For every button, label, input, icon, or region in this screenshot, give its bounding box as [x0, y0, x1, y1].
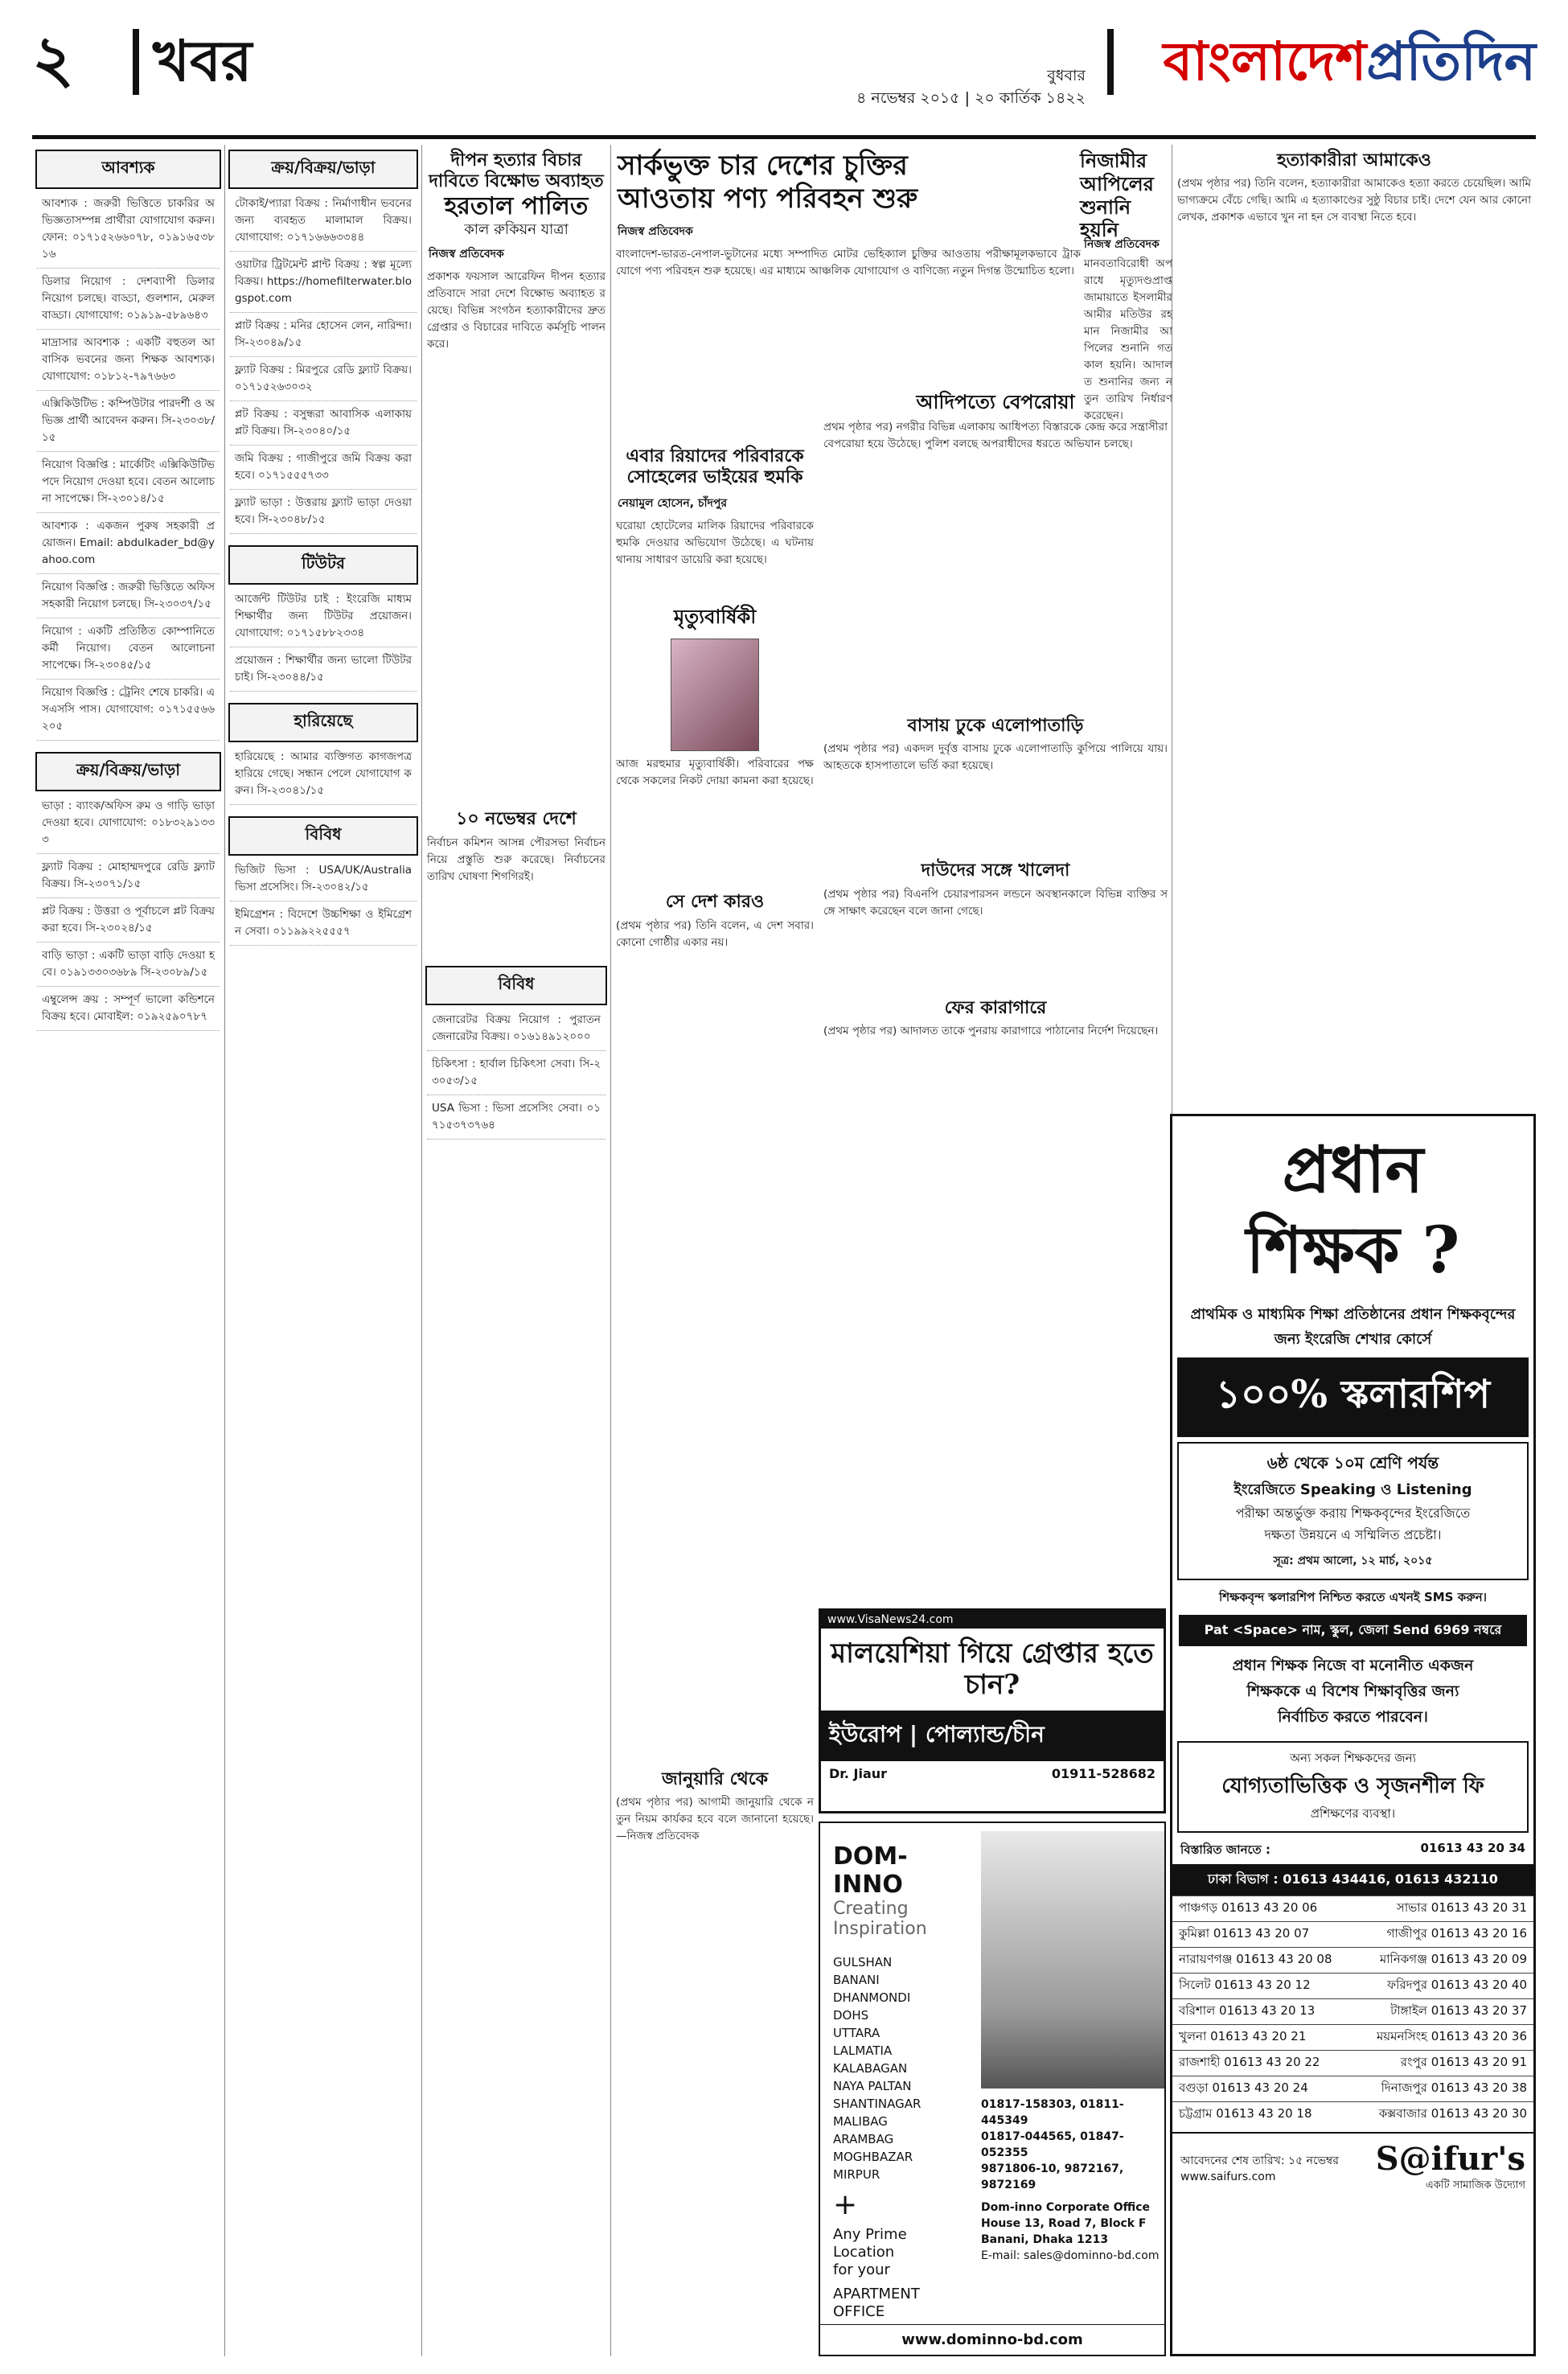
grade-line: ৬ষ্ঠ থেকে ১০ম শ্রেণি পর্যন্ত	[1266, 1453, 1439, 1472]
contact-cell: খুলনা 01613 43 20 21	[1179, 2029, 1307, 2043]
fee-line: যোগ্যতাভিত্তিক ও সৃজনশীল ফি	[1221, 1774, 1484, 1798]
date: ৪ নভেম্বর ২০১৫ | ২০ কার্তিক ১৪২২	[856, 89, 1086, 107]
contact-phone: 01911-528682	[1051, 1766, 1155, 1782]
offer-line: for your	[833, 2261, 890, 2278]
classified-ad: নিয়োগ বিজ্ঞপ্তি : ট্রেনিং শেষে চাকরি। এসএসসি পাস। যোগাযোগ: ০১৭১৫৫৬৬২০৫	[37, 684, 220, 741]
headline-line: নিজামীর আপিলের	[1080, 149, 1154, 195]
classified-ad: ভিজিট ভিসা : USA/UK/Australia ভিসা প্রসেসিং। সি-২৩০৪২/১৫	[230, 862, 417, 902]
classified-ad: ইমিগ্রেশন : বিদেশে উচ্চশিক্ষা ও ইমিগ্রেশন সেবা। ০১১৯৯২২৫৫৫৭	[230, 906, 417, 946]
fee-box	[1177, 1741, 1529, 1833]
contact-cell: পাঞ্চগড় 01613 43 20 06	[1179, 1900, 1318, 1915]
paragraph: মানবতাবিরোধী অপরাধে মৃত্যুদণ্ডপ্রাপ্ত জামায়াতে ইসলামীর আমীর মতিউর রহমান নিজামীর আপিলের শুনানি গতকাল হয়নি। আদালত শুনানির জন্য নতুন তারিখ নির্ধারণ করেছেন।	[1084, 257, 1172, 422]
dhaka-contacts: ঢাকা বিভাগ : 01613 434416, 01613 432110	[1172, 1864, 1533, 1896]
malaysia-ad	[819, 1608, 1166, 1813]
header-rule	[32, 135, 1536, 139]
classified-ad: USA ভিসা : ভিসা প্রসেসিং সেবা। ০১৭১৫৩৭৩৭৬৪	[427, 1100, 605, 1140]
brand-box	[1376, 2140, 1525, 2195]
headline	[422, 145, 610, 243]
byline: নিজস্ব প্রতিবেদক	[1084, 238, 1160, 251]
plus-icon: +	[833, 2188, 858, 2221]
info-box	[1177, 1442, 1529, 1580]
ad-headline: মালয়েশিয়া গিয়ে গ্রেপ্তার হতে চান?	[831, 1637, 1154, 1702]
category-title: টিউটর	[228, 545, 418, 585]
paragraph: (প্রথম পৃষ্ঠার পর) তিনি বলেন, এ দেশ সবার। কোনো গোষ্ঠীর একার নয়।	[616, 918, 814, 949]
contact-cell: কুমিল্লা 01613 43 20 07	[1179, 1926, 1310, 1941]
headline: ১০ নভেম্বর দেশে	[456, 808, 577, 830]
paragraph: ঘরোয়া হোটেলের মালিক রিয়াদের পরিবারকে হুমকি দেওয়ার অভিযোগ উঠেছে। এ ঘটনায় থানায় সাধারণ ডায়েরি করা হয়েছে।	[616, 520, 814, 567]
building-image	[981, 1831, 1164, 2089]
dev-line: দক্ষতা উন্নয়নে এ সম্মিলিত প্রচেষ্টা।	[1264, 1527, 1442, 1542]
category-title: আবশ্যক	[35, 150, 221, 189]
paragraph: (প্রথম পৃষ্ঠার পর) তিনি বলেন, হত্যাকারীরা আমাকেও হত্যা করতে চেয়েছিল। আমি ভাগ্যক্রমে বেঁচে গেছি। আমি এ হত্যাকাণ্ডের সুষ্ঠু বিচার চাই। দেশে যেন আর কোনো লেখক, প্রকাশক এভাবে খুন না হন সে ব্যবস্থা নিতে হবে।	[1177, 177, 1531, 224]
area-item: UTTARA	[833, 2026, 880, 2040]
classifieds-column-2	[225, 145, 422, 2356]
ad-footer	[1172, 2132, 1533, 2201]
contact-cell: মানিকগঞ্জ 01613 43 20 09	[1379, 1952, 1527, 1966]
contact-row	[1172, 2076, 1533, 2101]
category-title: হারিয়েছে	[228, 703, 418, 742]
area-item: NAYA PALTAN	[833, 2079, 912, 2093]
ad-title: প্রধান	[1282, 1132, 1424, 1207]
eligibility-line: প্রধান শিক্ষক নিজে বা মনোনীত একজন	[1232, 1657, 1474, 1674]
article-body	[422, 835, 610, 885]
ad-list	[422, 1012, 610, 1140]
divider	[133, 29, 139, 95]
deadline-box	[1180, 2151, 1339, 2183]
byline: নিজস্ব প্রতিবেদক	[618, 224, 693, 238]
phone-line: 9871806-10, 9872167, 9872169	[981, 2162, 1124, 2191]
headline: বাসায় ঢুকে এলোপাতাড়ি	[907, 714, 1084, 736]
area-item: ARAMBAG	[833, 2132, 894, 2146]
ad-list	[225, 591, 421, 692]
article-body	[611, 518, 819, 569]
classified-ad: আর্জেন্ট টিউটর চাই : ইংরেজি মাধ্যম শিক্ষার্থীর জন্য টিউটর প্রয়োজন। যোগাযোগ: ০১৭১৫৮৮২৩৩৪	[230, 591, 417, 647]
eligibility-line: নির্বাচিত করতে পারবেন।	[1278, 1708, 1428, 1726]
nizami-story	[1080, 150, 1168, 242]
ad-list	[225, 195, 421, 534]
ad-subtitle: প্রাথমিক ও মাধ্যমিক শিক্ষা প্রতিষ্ঠানের প্রধান শিক্ষকবৃন্দের জন্য ইংরেজি শেখার কোর্সে	[1190, 1306, 1516, 1348]
brand-logo	[1164, 21, 1536, 101]
headline-line: এবার রিয়াদের পরিবারকে	[626, 445, 804, 466]
news-column-3	[422, 145, 611, 2356]
day: বুধবার	[1047, 67, 1086, 84]
dom-inno-ad	[819, 1822, 1166, 2356]
classified-ad: প্লাট বিক্রয় : মনির হোসেন লেন, নারিন্দা। সি-২৩০৪৯/১৫	[230, 318, 417, 357]
classified-ad: প্লট বিক্রয় : উত্তরা ও পূর্বাচলে প্লট বিক্রয় করা হবে। সি-২৩০২৪/১৫	[37, 903, 220, 943]
classified-ad: প্লট বিক্রয় : বসুন্ধরা আবাসিক এলাকায় প্লট বিক্রয়। সি-২৩০৪০/১৫	[230, 406, 417, 446]
headline-line: হরতাল পালিত	[444, 191, 589, 220]
phone-line: 01817-158303, 01811-445349	[981, 2098, 1124, 2127]
ad-topline: www.VisaNews24.com	[821, 1611, 1164, 1629]
area-item: SHANTINAGAR	[833, 2097, 922, 2111]
category-title: ক্রয়/বিক্রয়/ভাড়া	[35, 752, 221, 791]
headline: সে দেশ কারও	[665, 891, 765, 913]
obituary-photo	[671, 639, 759, 751]
deadline: আবেদনের শেষ তারিখ: ১৫ নভেম্বর	[1180, 2154, 1339, 2167]
eligibility	[1172, 1649, 1533, 1736]
phone-line: 01817-044565, 01847-052355	[981, 2130, 1124, 2159]
divider	[1107, 29, 1114, 95]
classified-ad: এক্সিকিউটিভ : কম্পিউটার পারদর্শী ও অভিজ্ঞ প্রার্থী আবেদন করুন। সি-২৩০৩৮/১৫	[37, 396, 220, 452]
contact-cell: গাজীপুর 01613 43 20 16	[1386, 1926, 1527, 1941]
category-title: বিবিধ	[425, 966, 607, 1005]
contact-name: Dr. Jiaur	[829, 1766, 888, 1782]
contact-cell: চট্টগ্রাম 01613 43 20 18	[1179, 2106, 1312, 2121]
area-item: DHANMONDI	[833, 1990, 911, 2005]
classified-ad: ভাড়া : ব্যাংক/অফিস রুম ও গাড়ি ভাড়া দেওয়া হবে। যোগাযোগ: ০১৮৩২৯১৩৩৩	[37, 798, 220, 854]
headline-line: শুনানি হয়নি	[1080, 195, 1131, 242]
skills-line: ইংরেজিতে Speaking ও Listening	[1233, 1481, 1472, 1498]
classified-ad: চিকিৎসা : হার্বাল চিকিৎসা সেবা। সি-২৩০৫৩/১৫	[427, 1056, 605, 1095]
offer-line: Location	[833, 2244, 895, 2261]
paragraph: প্রকাশক ফয়সাল আরেফিন দীপন হত্যার প্রতিবাদে সারা দেশে বিক্ষোভ অব্যাহত রয়েছে। বিভিন্ন সংগঠন হত্যাকারীদের দ্রুত গ্রেপ্তার ও বিচারের দাবিতে কর্মসূচি পালন করে।	[427, 270, 605, 351]
headline: জানুয়ারি থেকে	[662, 1768, 768, 1789]
classified-ad: নিয়োগ বিজ্ঞপ্তি : জরুরী ভিত্তিতে অফিস সহকারী নিয়োগ চলছে। সি-২৩০৩৭/১৫	[37, 579, 220, 618]
contact-cell: কক্সবাজার 01613 43 20 30	[1378, 2106, 1527, 2121]
contact-row	[1172, 1998, 1533, 2024]
article-body	[1172, 175, 1536, 226]
article-body	[819, 741, 1172, 774]
classified-ad: ফ্ল্যাট ভাড়া : উত্তরায় ফ্ল্যাট ভাড়া দেওয়া হবে। সি-২৩০৪৮/১৫	[230, 495, 417, 534]
paragraph: (প্রথম পৃষ্ঠার পর) আদালত তাকে পুনরায় কারাগারে পাঠানোর নির্দেশ দিয়েছেন।	[823, 1024, 1159, 1037]
lower-articles	[819, 386, 1172, 1045]
area-item: GULSHAN	[833, 1955, 893, 1969]
ad-list	[225, 862, 421, 946]
sms-line: শিক্ষকবৃন্দ স্কলারশিপ নিশ্চিত করতে এখনই SMS করুন।	[1218, 1590, 1488, 1604]
classified-ad: ফ্ল্যাট বিক্রয় : মিরপুরে রেডি ফ্ল্যাট বিক্রয়। ০১৭১৫২৬৩০৩২	[230, 362, 417, 401]
headline: দাউদের সঙ্গে খালেদা	[921, 860, 1070, 881]
page-number: ২	[32, 21, 75, 97]
article-body	[422, 269, 610, 353]
address: House 13, Road 7, Block F	[981, 2217, 1147, 2230]
contact-row	[1172, 1838, 1533, 1864]
headline-line: দাবিতে বিক্ষোভ অব্যাহত	[429, 170, 604, 192]
paragraph: বাংলাদেশ-ভারত-নেপাল-ভুটানের মধ্যে সম্পাদিত মোটর ভেহিক্যাল চুক্তির আওতায় পরীক্ষামূলকভাবে ট্রাকযোগে পণ্য পরিবহন শুরু হয়েছে। এর মাধ্যমে আঞ্চলিক যোগাযোগ ও বাণিজ্যে নতুন দিগন্ত উন্মোচিত হলো।	[616, 247, 1081, 277]
ad-contact	[821, 1761, 1164, 1786]
website: www.dominno-bd.com	[820, 2324, 1164, 2355]
ad-left	[820, 1823, 981, 2340]
address: Banani, Dhaka 1213	[981, 2233, 1109, 2246]
contact-cell: নারায়ণগঞ্জ 01613 43 20 08	[1179, 1952, 1332, 1966]
headline-line: সোহেলের ভাইয়ের হুমকি	[626, 466, 803, 487]
ad-title-box	[1172, 1116, 1533, 1303]
ad-list	[225, 749, 421, 805]
article-body	[611, 756, 819, 790]
contact-cell: টাঙ্গাইল 01613 43 20 37	[1390, 2003, 1527, 2018]
masthead	[32, 14, 1536, 135]
paragraph: (প্রথম পৃষ্ঠার পর) বিএনপি চেয়ারপারসন লন্ডনে অবস্থানকালে বিভিন্ন ব্যক্তির সঙ্গে সাক্ষাৎ করেছেন বলে জানা গেছে।	[823, 887, 1168, 918]
area-item: BANANI	[833, 1973, 880, 1987]
classified-ad: আবশ্যক : জরুরী ভিত্তিতে চাকরির অভিজ্ঞতাসম্পন্ন প্রার্থীরা যোগাযোগ করুন। ফোন: ০১৭১৫২৬৬০৭৮, ০১৯১৬৫৩৮১৬	[37, 195, 220, 269]
contact-table	[1172, 1896, 1533, 2127]
area-list	[833, 1953, 968, 2183]
classified-ad: মাদ্রাসার আবশ্যক : একটি বহুতল আবাসিক ভবনের জন্য শিক্ষক আবশ্যক। যোগাযোগ: ০১৮১২-৭৯৭৬৬৩	[37, 335, 220, 391]
headline	[1080, 150, 1168, 242]
area-item: MOGHBAZAR	[833, 2150, 913, 2164]
info-label: বিস্তারিত জানতে :	[1180, 1842, 1271, 1857]
paragraph: (প্রথম পৃষ্ঠার পর) আগামী জানুয়ারি থেকে নতুন নিয়ম কার্যকর হবে বলে জানানো হয়েছে। —নিজস্ব প্রতিবেদক	[616, 1795, 814, 1842]
category-title: বিবিধ	[228, 816, 418, 856]
paragraph: (প্রথম পৃষ্ঠার পর) একদল দুর্বৃত্ত বাসায় ঢুকে এলোপাতাড়ি কুপিয়ে পালিয়ে যায়। আহতকে হাসপাতালে ভর্তি করা হয়েছে।	[823, 742, 1168, 773]
eligibility-line: শিক্ষককে এ বিশেষ শিক্ষাবৃত্তির জন্য	[1246, 1682, 1459, 1700]
headline	[545, 145, 1172, 154]
classified-ad: নিয়োগ বিজ্ঞপ্তি : মার্কেটিং এক্সিকিউটিভ পদে নিয়োগ দেওয়া হবে। বেতন আলোচনা সাপেক্ষে। সি-২৩০১৪/১৫	[37, 457, 220, 513]
exam-line: পরীক্ষা অন্তর্ভুক্ত করায় শিক্ষকবৃন্দের ইংরেজিতে	[1235, 1505, 1471, 1521]
ad-list	[32, 798, 224, 1031]
ad-offer	[833, 2226, 968, 2321]
classified-ad: এম্বুলেন্স ক্রয় : সম্পূর্ণ ভালো কন্ডিশনে বিক্রয় হবে। মোবাইল: ০১৯২৫৯০৭৮৭	[37, 992, 220, 1031]
ad-bottom: ইউরোপ | পোল্যান্ড/চীন	[821, 1711, 1164, 1761]
contact-row	[1172, 1921, 1533, 1947]
ad-list	[32, 195, 224, 741]
headline-line: কাল রুকিয়ন যাত্রা	[464, 220, 569, 238]
area-item: MALIBAG	[833, 2114, 888, 2129]
classified-ad: জমি বিক্রয় : গাজীপুরে জমি বিক্রয় করা হবে। ০১৭১৫৫৫৭৩৩	[230, 450, 417, 490]
ad-right	[981, 1823, 1164, 2340]
news-column-6	[1172, 145, 1536, 1110]
sms-code: Pat <Space> নাম, স্কুল, জেলা Send 6969 নম্বরে	[1179, 1615, 1527, 1646]
headline-line: আওতায় পণ্য পরিবহন শুরু	[618, 182, 918, 215]
headline: আদিপত্যে বেপরোয়া	[916, 390, 1075, 413]
headline: মৃত্যুবার্ষিকী	[673, 605, 757, 629]
contact-cell: ময়মনসিংহ 01613 43 20 36	[1376, 2029, 1527, 2043]
contact-cell: রাজশাহী 01613 43 20 22	[1179, 2055, 1320, 2069]
info-phone: 01613 43 20 34	[1420, 1841, 1525, 1855]
phone-list	[981, 2097, 1164, 2264]
classified-ad: বাড়ি ভাড়া : একটি ভাড়া বাড়ি দেওয়া হবে। ০১৯১৩৩০৩৬৮৯ সি-২৩০৮৯/১৫	[37, 947, 220, 987]
office-name: Dom-inno Corporate Office	[981, 2201, 1151, 2214]
article-body	[819, 419, 1172, 453]
email: E-mail: sales@dominno-bd.com	[981, 2249, 1160, 2262]
paragraph: নির্বাচন কমিশন আসন্ন পৌরসভা নির্বাচন নিয়ে প্রস্তুতি শুরু করেছে। নির্বাচনের তারিখ ঘোষণা শিগগিরই।	[427, 836, 605, 883]
scholarship-banner: ১০০% স্কলারশিপ	[1177, 1357, 1529, 1437]
offer-line: OFFICE	[833, 2303, 885, 2320]
classified-ad: হারিয়েছে : আমার ব্যক্তিগত কাগজপত্র হারিয়ে গেছে। সন্ধান পেলে যোগাযোগ করুন। সি-২৩০৪১/১৫	[230, 749, 417, 805]
others-line: অন্য সকল শিক্ষকদের জন্য	[1290, 1751, 1416, 1765]
classified-ad: ওয়াটার ট্রিটমেন্ট প্লান্ট বিক্রয় : স্বল্প মূল্যে বিক্রয়। https://homefilterwater.blogspot.com	[230, 257, 417, 313]
classified-ad: টোকাই/প্যারা বিক্রয় : নির্মাণাধীন ভবনের জন্য ব্যবহৃত মালামাল বিক্রয়। যোগাযোগ: ০১৭১৬৬৬৩৩৪৪	[230, 195, 417, 252]
headline: ফের কারাগারে	[944, 996, 1047, 1018]
article-body	[819, 1023, 1172, 1040]
category-title: ক্রয়/বিক্রয়/ভাড়া	[228, 150, 418, 189]
slogan: একটি সামাজিক উদ্যোগ	[1425, 2179, 1525, 2191]
headline	[611, 441, 819, 493]
classified-ad: জেনারেটর বিক্রয় নিয়োগ : পুরাতন জেনারেটর বিক্রয়। ০১৬১৪৯১২০০০	[427, 1012, 605, 1051]
byline: নেয়ামুল হোসেন, চাঁদপুর	[618, 497, 728, 511]
area-item: MIRPUR	[833, 2167, 880, 2182]
brand-part-2: প্রতিদিন	[1366, 30, 1536, 92]
website: www.saifurs.com	[1180, 2171, 1276, 2183]
contact-cell: ফরিদপুর 01613 43 20 40	[1387, 1978, 1527, 1992]
article-body	[611, 918, 819, 951]
contact-cell: রংপুর 01613 43 20 91	[1400, 2055, 1527, 2069]
contact-cell: বগুড়া 01613 43 20 24	[1179, 2080, 1308, 2095]
contact-row	[1172, 2024, 1533, 2050]
tagline: Inspiration	[833, 1919, 927, 1939]
classified-ad: আবশ্যক : একজন পুরুষ সহকারী প্রয়োজন। Email: abdulkader_bd@yahoo.com	[37, 518, 220, 574]
section-title: খবর	[153, 27, 252, 94]
date-line	[856, 64, 1086, 109]
contact-row	[1172, 1973, 1533, 1998]
classified-ad: ডিলার নিয়োগ : দেশব্যাপী ডিলার নিয়োগ চলছে। বাড্ডা, গুলশান, মেরুল বাড্ডা। যোগাযোগ: ০১৯১৯-৫৮৯৬৪৩	[37, 273, 220, 330]
contact-cell: বরিশাল 01613 43 20 13	[1179, 2003, 1316, 2018]
classifieds-column-1	[32, 145, 225, 2356]
contact-cell: সাভার 01613 43 20 31	[1396, 1900, 1527, 1915]
paragraph: প্রথম পৃষ্ঠার পর) নগরীর বিভিন্ন এলাকায় আধিপত্য বিস্তারকে কেন্দ্র করে সন্ত্রাসীরা বেপরোয়া হয়ে উঠেছে। পুলিশ বলছে অপরাধীদের ধরতে অভিযান চলছে।	[823, 420, 1168, 450]
area-item: DOHS	[833, 2008, 869, 2023]
contact-row	[1172, 1896, 1533, 1921]
classified-ad: ফ্ল্যাট বিক্রয় : মোহাম্মদপুরে রেডি ফ্ল্যাট বিক্রয়। সি-২৩০৭১/১৫	[37, 859, 220, 898]
contact-row	[1172, 2050, 1533, 2076]
brand-part-1: বাংলাদেশ	[1163, 30, 1367, 92]
classified-ad: প্রয়োজন : শিক্ষার্থীর জন্য ভালো টিউটর চাই। সি-২৩০৪৪/১৫	[230, 652, 417, 692]
article-body	[819, 886, 1172, 920]
headline-line: দীপন হত্যার বিচার	[450, 150, 582, 170]
contact-cell: দিনাজপুর 01613 43 20 38	[1381, 2080, 1527, 2095]
brand-title: DOM-INNO	[833, 1842, 908, 1899]
ad-title: শিক্ষক ?	[1246, 1212, 1460, 1288]
source-line: সূত্র: প্রথম আলো, ১২ মার্চ, ২০১৫	[1273, 1555, 1433, 1567]
brand-logo: S@ifur's	[1375, 2140, 1525, 2178]
scholarship-ad	[1170, 1114, 1536, 2356]
headline: হত্যাকারীরা আমাকেও	[1277, 150, 1431, 170]
offer-line: Any Prime	[833, 2226, 907, 2243]
contact-row	[1172, 2101, 1533, 2127]
paragraph: আজ মরহুমার মৃত্যুবার্ষিকী। পরিবারের পক্ষ থেকে সকলের নিকট দোয়া কামনা করা হয়েছে।	[616, 758, 814, 788]
headline-line: সার্কভুক্ত চার দেশের চুক্তির	[618, 150, 908, 182]
offer-line: APARTMENT	[833, 2286, 920, 2302]
area-item: LALMATIA	[833, 2043, 893, 2058]
area-item: KALABAGAN	[833, 2061, 908, 2076]
classified-ad: নিয়োগ : একটি প্রতিষ্ঠিত কোম্পানিতে কর্মী নিয়োগ। বেতন আলোচনা সাপেক্ষে। সি-২৩০৪৫/১৫	[37, 623, 220, 680]
tagline: Creating	[833, 1899, 909, 1919]
article-body	[611, 1794, 819, 1845]
contact-row	[1172, 1947, 1533, 1973]
grant-line: প্রশিক্ষণের ব্যবস্থা।	[1310, 1806, 1396, 1821]
contact-cell: সিলেট 01613 43 20 12	[1179, 1978, 1311, 1992]
byline: নিজস্ব প্রতিবেদক	[429, 248, 504, 261]
